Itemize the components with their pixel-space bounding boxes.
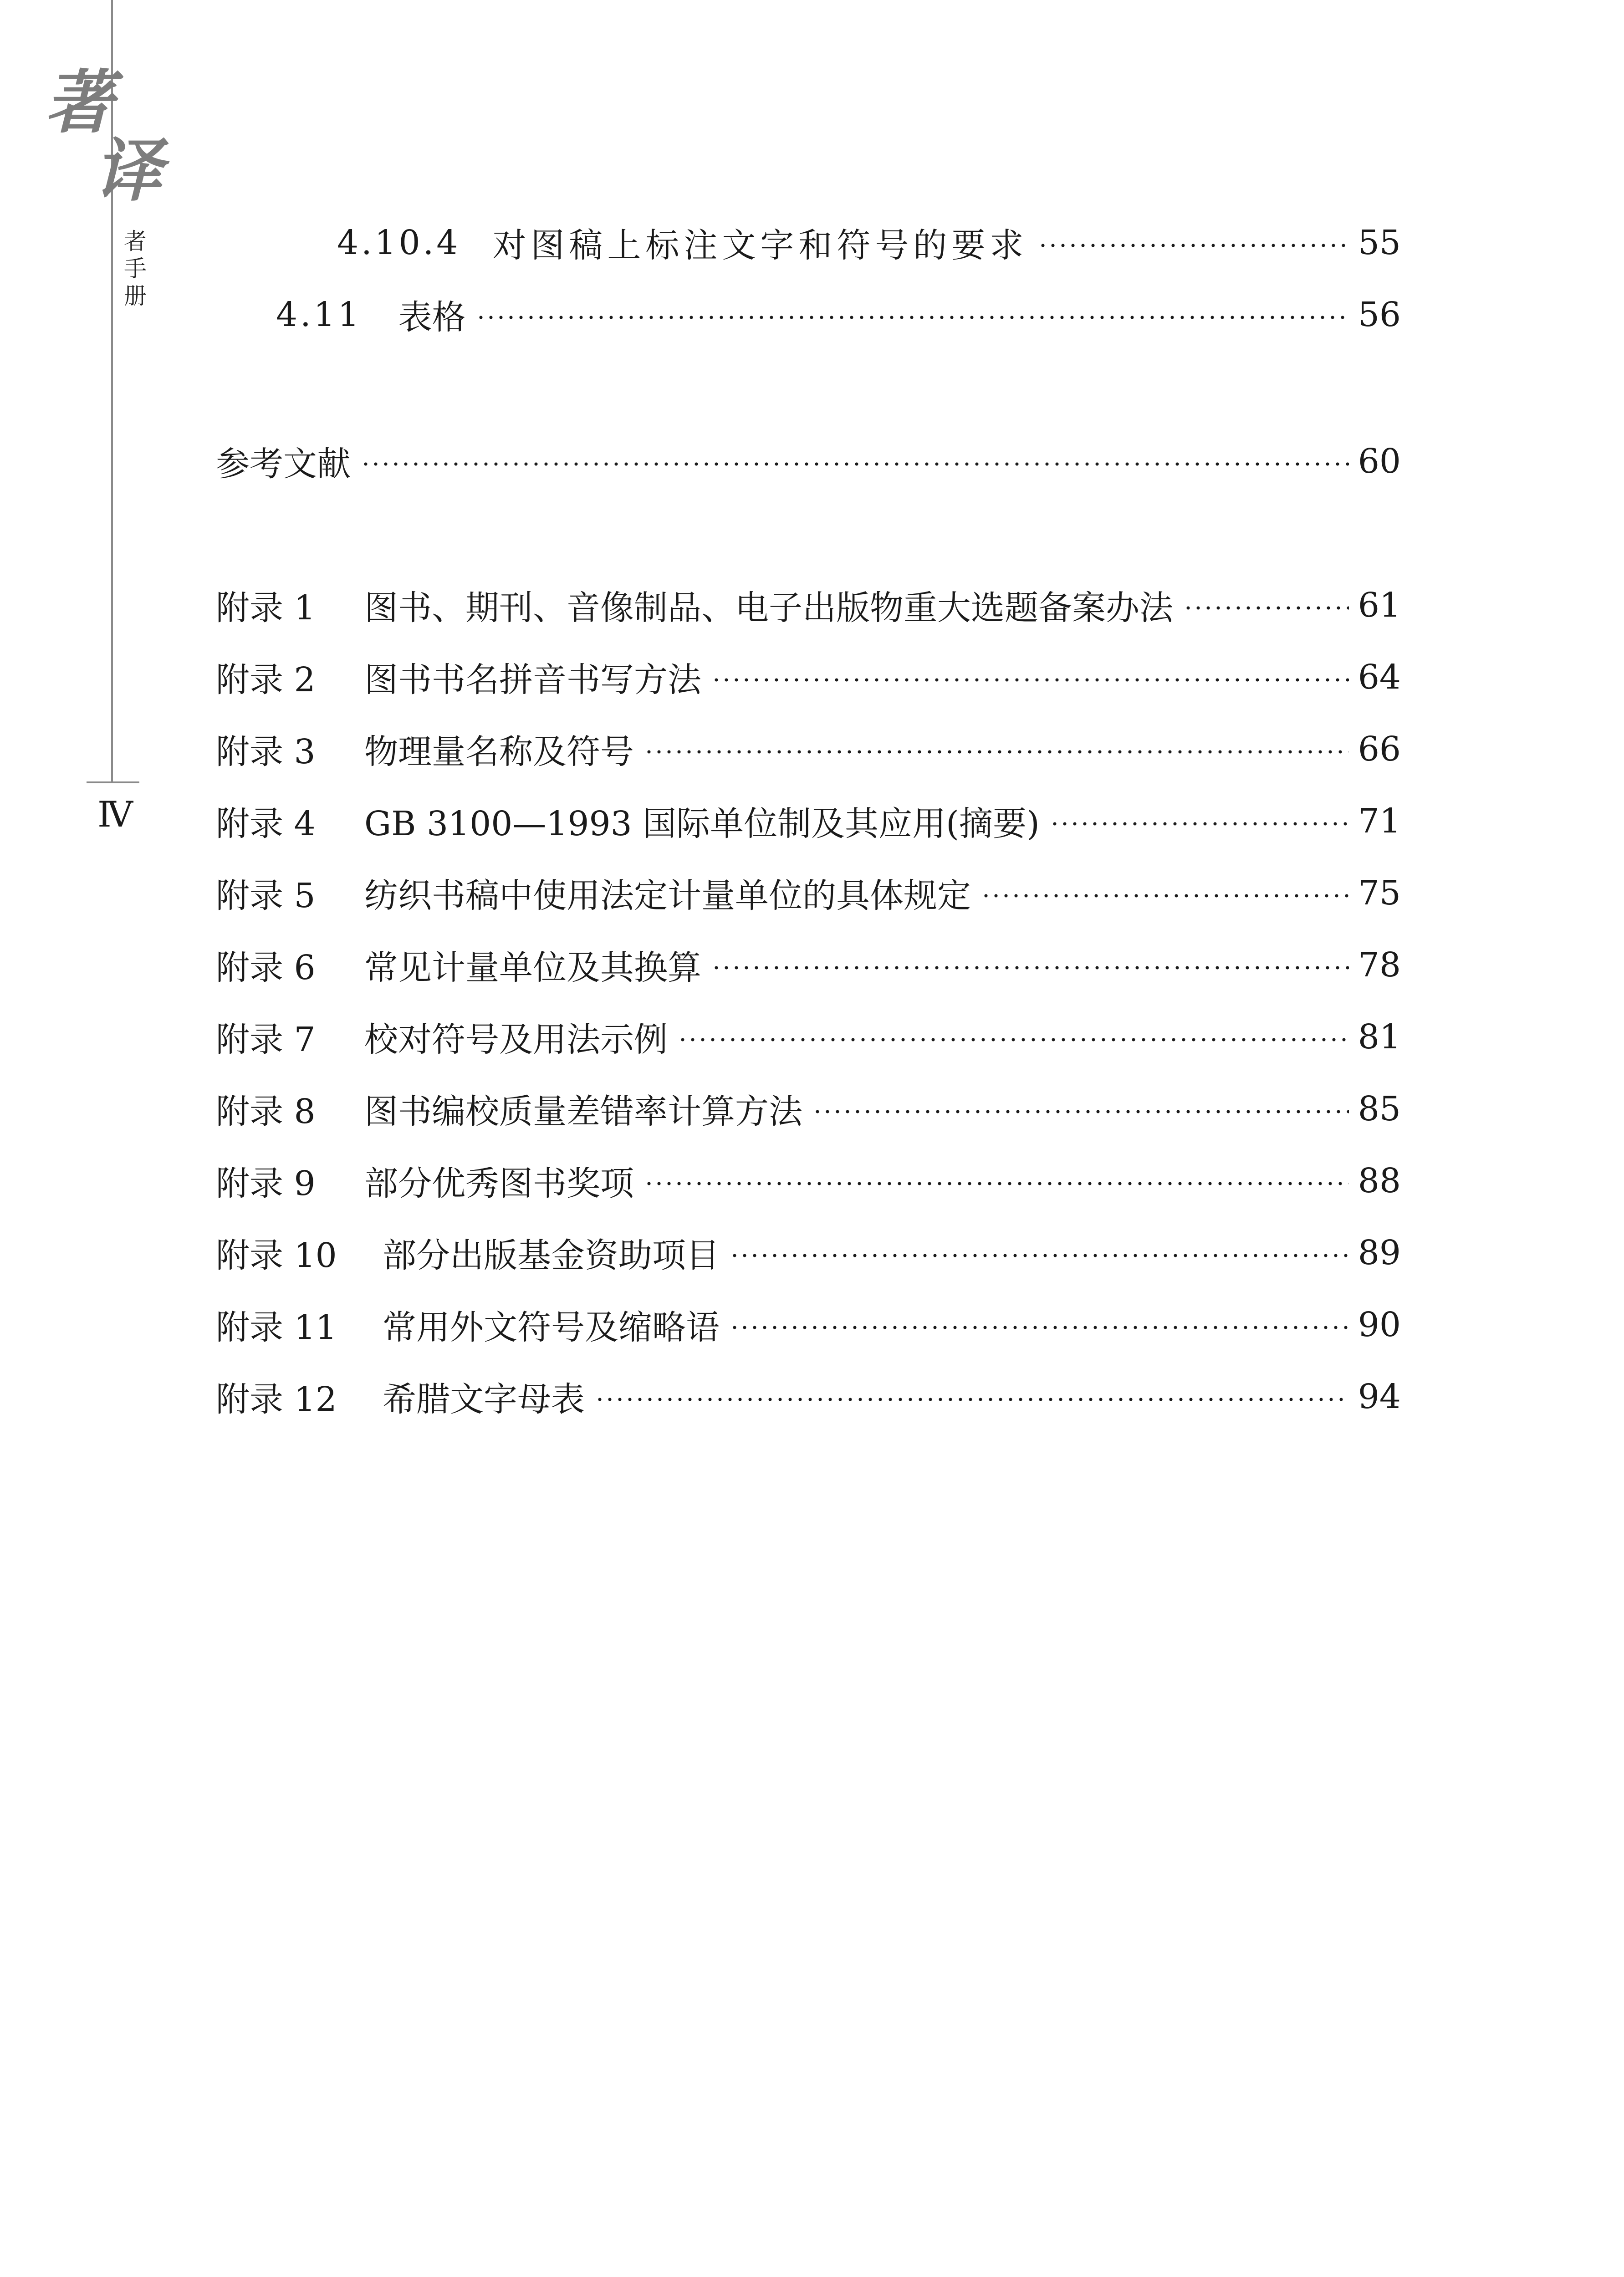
toc-entry-title: 表格 [398,298,466,337]
toc-entry[interactable] [216,1084,1401,1134]
toc-entry-title: 部分优秀图书奖项 [364,1164,634,1203]
toc-entry[interactable] [216,1156,1401,1206]
book-series-logo [45,62,181,219]
toc-entry-page: 66 [1358,730,1401,769]
toc-entry-page: 88 [1358,1161,1401,1200]
vertical-char: 者 [124,228,147,255]
toc-entry[interactable] [216,724,1401,774]
toc-entry-number: 附录 3 [216,732,316,771]
toc-dot-leader [1050,821,1349,827]
toc-entry-title: 常见计量单位及其换算 [364,948,701,987]
toc-entry-title: 参考文献 [216,444,351,484]
toc-entry-page: 85 [1358,1089,1401,1128]
toc-entry[interactable] [216,580,1401,630]
toc-entry-title: 图书书名拼音书写方法 [364,660,701,699]
toc-dot-leader [1038,243,1349,248]
logo-char-1: 著 [45,62,113,143]
toc-entry[interactable] [216,796,1401,846]
toc-entry[interactable] [216,1372,1401,1422]
toc-entry[interactable] [216,1012,1401,1062]
toc-entry-number: 附录 9 [216,1164,316,1203]
toc-entry-title: 图书编校质量差错率计算方法 [364,1092,802,1131]
page-number: Ⅳ [97,794,131,835]
toc-entry-page: 78 [1358,945,1401,985]
toc-entry-number: 附录 10 [216,1236,337,1275]
toc-entry-number: 附录 8 [216,1092,316,1131]
toc-entry-page: 61 [1358,586,1401,625]
toc-entry-title: 纺织书稿中使用法定计量单位的具体规定 [364,876,971,915]
toc-dot-leader [644,1181,1349,1186]
toc-entry-title: 图书、期刊、音像制品、电子出版物重大选题备案办法 [364,588,1173,628]
toc-entry-title: GB 3100—1993 国际单位制及其应用(摘要) [364,804,1040,843]
toc-entry-number: 附录 4 [216,804,316,843]
toc-entry-page: 60 [1358,442,1401,481]
toc-entry-number: 附录 7 [216,1020,316,1059]
toc-entry-title: 部分出版基金资助项目 [383,1236,720,1275]
toc-entry-number: 附录 2 [216,660,316,699]
toc-dot-leader [812,1109,1349,1114]
toc-entry-number: 附录 6 [216,948,316,987]
toc-entry-page: 75 [1358,873,1401,913]
toc-entry-title: 校对符号及用法示例 [364,1020,668,1059]
toc-entry-page: 90 [1358,1305,1401,1344]
toc-dot-leader [476,315,1349,320]
sidebar-page-tick [87,781,139,783]
toc-entry-page: 55 [1358,223,1401,262]
toc-dot-leader [1183,605,1349,611]
toc-entry-page: 64 [1358,658,1401,697]
toc-entry-page: 56 [1358,295,1401,334]
toc-entry-page: 94 [1358,1377,1401,1416]
toc-entry-page: 81 [1358,1017,1401,1057]
toc-dot-leader [711,965,1349,970]
toc-dot-leader [678,1037,1349,1042]
toc-entry-number: 附录 5 [216,876,316,915]
vertical-char: 手 [124,255,147,282]
toc-dot-leader [595,1397,1349,1402]
toc-entry-number: 附录 1 [216,588,316,628]
toc-entry-page: 71 [1358,802,1401,841]
toc-entry[interactable] [216,1228,1401,1278]
toc-entry[interactable] [337,218,1401,268]
logo-char-2: 译 [94,131,163,211]
toc-entry-number: 附录 11 [216,1308,337,1347]
toc-entry[interactable] [216,868,1401,918]
toc-dot-leader [711,677,1349,683]
toc-dot-leader [730,1253,1349,1258]
sidebar-vertical-title [119,228,151,310]
toc-dot-leader [730,1325,1349,1330]
toc-entry-title: 希腊文字母表 [383,1380,585,1419]
toc-entry-number: 4.10.4 [337,223,461,262]
toc-dot-leader [644,749,1349,755]
toc-entry-number: 4.11 [276,295,362,334]
toc-entry[interactable] [216,652,1401,702]
toc-entry[interactable] [216,436,1401,486]
toc-dot-leader [981,893,1349,899]
toc-entry[interactable] [276,290,1401,340]
toc-entry-title: 物理量名称及符号 [364,732,634,771]
toc-entry[interactable] [216,1300,1401,1350]
toc-entry[interactable] [216,940,1401,990]
toc-entry-page: 89 [1358,1233,1401,1272]
toc-entry-title: 对图稿上标注文字和符号的要求 [492,226,1028,265]
toc-dot-leader [361,461,1349,467]
vertical-char: 册 [124,283,147,309]
toc-entry-title: 常用外文符号及缩略语 [383,1308,720,1347]
toc-entry-number: 附录 12 [216,1380,337,1419]
